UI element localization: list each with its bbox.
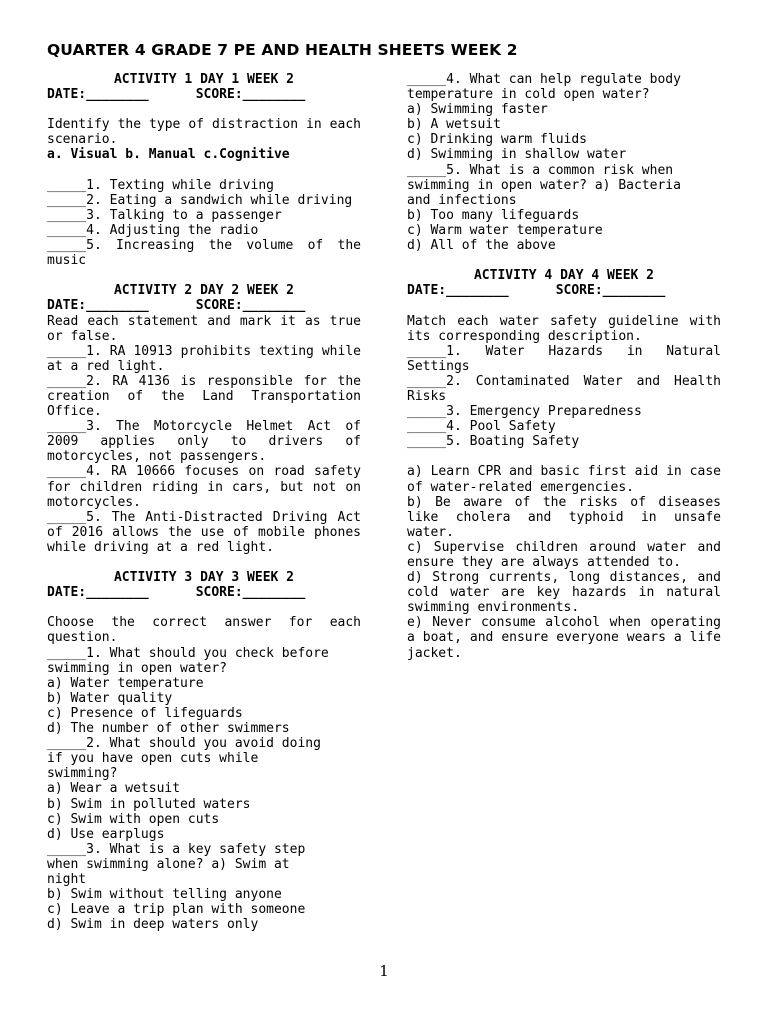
activity-4-item: _____5. Boating Safety bbox=[407, 434, 580, 450]
activity-1-heading: ACTIVITY 1 DAY 1 WEEK 2 bbox=[113, 72, 294, 87]
activity-2-heading: ACTIVITY 2 DAY 2 WEEK 2 bbox=[113, 283, 294, 299]
activity-2-item: _____1. RA 10913 prohibits texting while at a red light. bbox=[47, 343, 361, 374]
activity-3-question-line: swimming in open water? bbox=[47, 660, 228, 676]
activity-3-question-line: _____4. What can help regulate body bbox=[407, 72, 681, 87]
left-column bbox=[47, 72, 361, 932]
activity-4-instructions: Match each water safety guideline with its corresponding description. bbox=[407, 313, 721, 344]
activity-3-option: b) Swim in polluted waters bbox=[47, 796, 251, 812]
activity-3-question-line: _____1. What should you check before bbox=[47, 645, 329, 661]
activity-3-option: c) Leave a trip plan with someone bbox=[47, 902, 306, 918]
activity-4-description: e) Never consume alcohol when operating a boat, and ensure everyone wears a life jacket. bbox=[407, 615, 721, 661]
activity-3-question-line: temperature in cold open water? bbox=[407, 87, 650, 103]
activity-3-question-line: night bbox=[47, 871, 87, 887]
activity-3-question-line: _____2. What should you avoid doing bbox=[47, 736, 321, 752]
activity-3-question-line: _____5. What is a common risk when bbox=[407, 162, 674, 178]
activity-4-description: b) Be aware of the risks of diseases like cholera and typhoid in unsafe water. bbox=[407, 494, 721, 540]
activity-1-choices: a. Visual b. Manual c.Cognitive bbox=[47, 147, 290, 163]
activity-3-option: b) Water quality bbox=[47, 690, 173, 706]
activity-4-date-score: DATE:________ SCORE:________ bbox=[407, 283, 666, 299]
activity-3-option: d) The number of other swimmers bbox=[47, 721, 290, 737]
activity-4-heading: ACTIVITY 4 DAY 4 WEEK 2 bbox=[473, 268, 654, 284]
activity-1-item: _____5. Increasing the volume of the music bbox=[47, 238, 361, 269]
activity-3-question-line: swimming in open water? a) Bacteria bbox=[407, 177, 681, 193]
activity-3-option: c) Warm water temperature bbox=[407, 222, 603, 238]
activity-3-option: d) Swimming in shallow water bbox=[407, 147, 627, 163]
activity-3-date-score: DATE:________ SCORE:________ bbox=[47, 585, 306, 601]
activity-3-option: b) Swim without telling anyone bbox=[47, 887, 282, 903]
spacer bbox=[407, 449, 721, 464]
spacer bbox=[47, 555, 361, 570]
activity-3-option: d) Use earplugs bbox=[47, 826, 165, 842]
activity-3-question-line: _____3. What is a key safety step bbox=[47, 841, 306, 857]
activity-4-item: _____2. Contaminated Water and Health Risks bbox=[407, 373, 721, 404]
activity-3-option: c) Drinking warm fluids bbox=[407, 132, 588, 148]
page-number: 1 bbox=[379, 962, 389, 980]
activity-3-question-line: swimming? bbox=[47, 766, 118, 782]
spacer bbox=[47, 163, 361, 178]
activity-3-option: b) Too many lifeguards bbox=[407, 207, 580, 223]
activity-2-instructions: Read each statement and mark it as true or false. bbox=[47, 313, 361, 344]
activity-1-item: _____3. Talking to a passenger bbox=[47, 207, 282, 223]
activity-3-option: a) Water temperature bbox=[47, 675, 204, 691]
activity-3-option: d) Swim in deep waters only bbox=[47, 917, 259, 933]
activity-3-option: b) A wetsuit bbox=[407, 117, 501, 133]
activity-2-date-score: DATE:________ SCORE:________ bbox=[47, 298, 306, 314]
activity-3-question-line: if you have open cuts while bbox=[47, 751, 259, 767]
activity-3-heading: ACTIVITY 3 DAY 3 WEEK 2 bbox=[113, 570, 294, 586]
right-column bbox=[407, 72, 721, 661]
spacer bbox=[407, 253, 721, 268]
activity-3-option: a) Swimming faster bbox=[407, 102, 548, 118]
activity-1-item: _____1. Texting while driving bbox=[47, 177, 274, 193]
activity-3-instructions: Choose the correct answer for each question. bbox=[47, 615, 361, 646]
activity-3-option: a) Wear a wetsuit bbox=[47, 781, 181, 797]
activity-2-item: _____5. The Anti-Distracted Driving Act of 2016 allows the use of mobile phones while driving at a red light. bbox=[47, 509, 361, 555]
activity-1-item: _____2. Eating a sandwich while driving bbox=[47, 192, 353, 208]
activity-2-item: _____3. The Motorcycle Helmet Act of 2009 applies only to drivers of motorcycles, not passengers. bbox=[47, 419, 361, 465]
activity-3-question-line: when swimming alone? a) Swim at bbox=[47, 856, 290, 872]
spacer bbox=[407, 298, 721, 313]
activity-3-question-line: and infections bbox=[407, 192, 517, 208]
activity-1-instructions: Identify the type of distraction in each scenario. bbox=[47, 117, 361, 148]
activity-3-option: d) All of the above bbox=[407, 238, 556, 254]
spacer bbox=[47, 600, 361, 615]
activity-3-option: c) Presence of lifeguards bbox=[47, 705, 243, 721]
activity-4-item: _____3. Emergency Preparedness bbox=[407, 404, 642, 420]
spacer bbox=[47, 268, 361, 283]
activity-2-item: _____4. RA 10666 focuses on road safety for children riding in cars, but not on motorcycles. bbox=[47, 464, 361, 510]
activity-4-description: d) Strong currents, long distances, and cold water are key hazards in natural swimming environments. bbox=[407, 570, 721, 616]
activity-3-option: c) Swim with open cuts bbox=[47, 811, 220, 827]
activity-2-item: _____2. RA 4136 is responsible for the creation of the Land Transportation Office. bbox=[47, 373, 361, 420]
activity-4-item: _____1. Water Hazards in Natural Settings bbox=[407, 343, 721, 374]
activity-1-date-score: DATE:________ SCORE:________ bbox=[47, 87, 306, 103]
activity-4-description: a) Learn CPR and basic first aid in case of water-related emergencies. bbox=[407, 464, 721, 495]
page-title: QUARTER 4 GRADE 7 PE AND HEALTH SHEETS WEEK 2 bbox=[47, 41, 518, 59]
activity-4-item: _____4. Pool Safety bbox=[407, 419, 556, 435]
activity-1-item: _____4. Adjusting the radio bbox=[47, 222, 259, 238]
activity-4-description: c) Supervise children around water and ensure they are always attended to. bbox=[407, 539, 721, 570]
spacer bbox=[47, 102, 361, 117]
